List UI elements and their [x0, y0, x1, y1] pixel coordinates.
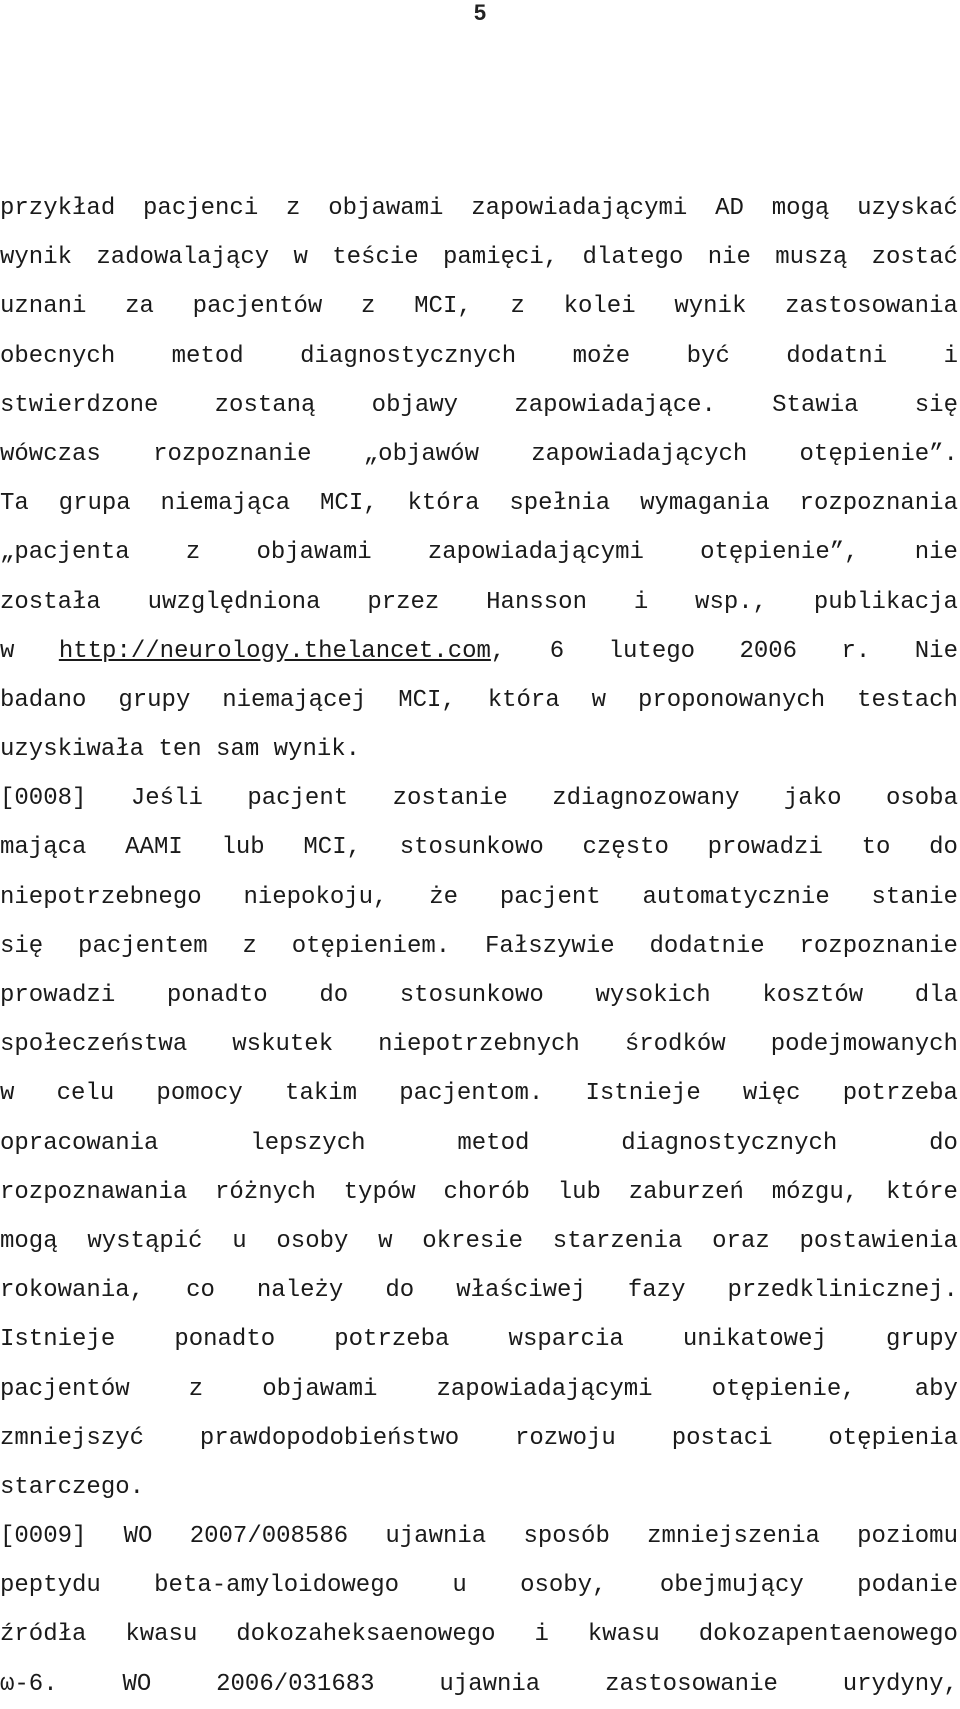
word: ω-6.	[0, 1670, 58, 1698]
word: się	[0, 932, 44, 960]
text-line	[0, 528, 958, 577]
word: zmniejszyć	[0, 1424, 145, 1452]
word: poziomu	[857, 1523, 958, 1551]
word: że	[429, 883, 459, 911]
word: niepokoju,	[243, 883, 388, 911]
word: sam	[216, 736, 274, 764]
word: pacjentem	[78, 932, 208, 960]
text-line	[0, 823, 958, 872]
word: 6	[549, 637, 565, 665]
word: mająca	[0, 834, 87, 862]
word: należy	[256, 1277, 344, 1305]
word: dokozaheksaenowego	[236, 1621, 496, 1649]
word: w	[0, 637, 15, 665]
word: pamięci,	[442, 244, 559, 272]
word: i	[633, 588, 649, 616]
word: kosztów	[762, 982, 864, 1009]
word: r.	[841, 637, 871, 665]
word: więc	[742, 1080, 801, 1108]
word: w	[378, 1227, 393, 1255]
word: nie	[914, 539, 958, 567]
word: starczego.	[0, 1473, 145, 1501]
word: pacjent	[499, 883, 601, 911]
word: kolei	[563, 293, 636, 321]
text-line	[0, 1217, 958, 1266]
word: otępienie”.	[799, 440, 958, 468]
word: w	[591, 686, 607, 714]
word: publikacja	[813, 588, 958, 616]
word: wynik	[0, 244, 73, 272]
word: fazy	[627, 1277, 686, 1305]
word: grupa	[58, 490, 131, 518]
word: z	[510, 293, 525, 321]
word: AAMI	[125, 834, 183, 862]
word: wsparcia	[508, 1326, 624, 1354]
word: zastosowania	[785, 293, 958, 321]
word: które	[885, 1178, 958, 1206]
word: objawami	[328, 195, 444, 222]
word: metod	[171, 342, 244, 370]
word: zastosowanie	[605, 1670, 778, 1698]
word: kwasu	[125, 1621, 198, 1649]
word: zostać	[871, 244, 958, 272]
word: grupy	[885, 1326, 958, 1354]
text-line	[0, 233, 958, 282]
word: się	[914, 391, 958, 419]
word: otępienie,	[711, 1375, 856, 1403]
text-line	[0, 1463, 960, 1512]
word: rozpoznawania	[0, 1178, 188, 1206]
word: muszą	[775, 244, 848, 272]
word: stwierdzone	[0, 391, 159, 419]
word: prowadzi	[707, 834, 823, 862]
word: [0008]	[0, 785, 87, 813]
word: podejmowanych	[770, 1031, 958, 1059]
word: Ta	[0, 490, 29, 518]
text-line	[0, 578, 958, 627]
word: mózgu,	[771, 1178, 859, 1206]
word: „objawów	[363, 440, 479, 468]
word: zapowiadające.	[514, 391, 716, 419]
word: beta-amyloidowego	[154, 1572, 399, 1600]
word: wynik	[674, 293, 747, 321]
word: ujawnia	[439, 1670, 541, 1698]
word: wymagania	[640, 490, 770, 518]
word: zadowalający	[96, 244, 270, 272]
word: zapowiadających	[531, 440, 748, 468]
word: do	[385, 1277, 415, 1305]
word: środków	[624, 1031, 726, 1059]
text-line	[0, 1020, 958, 1069]
word: 2006/031683	[216, 1670, 375, 1698]
word: wówczas	[0, 440, 101, 468]
word: przedklinicznej.	[727, 1277, 958, 1305]
word: Stawia	[772, 391, 859, 419]
word: pacjentów	[192, 293, 323, 321]
word: stanie	[871, 883, 958, 911]
word: wynik.	[273, 736, 361, 764]
word: sposób	[523, 1523, 610, 1551]
word: Istnieje	[585, 1080, 701, 1108]
word: za	[125, 293, 154, 321]
text-line	[0, 627, 958, 676]
word: testach	[857, 686, 958, 714]
text-line	[0, 282, 958, 331]
word: starzenia	[552, 1227, 683, 1255]
word: MCI,	[303, 834, 362, 862]
word: kwasu	[587, 1621, 660, 1649]
word: spełnia	[509, 490, 611, 518]
text-line	[0, 332, 958, 381]
word: mogą	[0, 1227, 58, 1255]
word: zmniejszenia	[647, 1523, 820, 1551]
word: wysokich	[595, 982, 711, 1009]
word: obejmujący	[659, 1572, 804, 1600]
word: Jeśli	[130, 785, 203, 813]
word: nie	[707, 244, 751, 272]
word: i	[943, 342, 958, 370]
word: potrzeba	[842, 1080, 958, 1108]
word: zaburzeń	[628, 1178, 744, 1206]
word: w	[0, 1080, 15, 1108]
word: Fałszywie	[485, 932, 615, 960]
word: dla	[914, 982, 958, 1009]
word: do	[929, 1129, 958, 1157]
word: różnych	[215, 1178, 316, 1206]
word: diagnostycznych	[621, 1129, 838, 1157]
word: 2006	[739, 637, 798, 665]
text-line	[0, 971, 958, 1020]
word: stosunkowo	[399, 982, 544, 1009]
word: społeczeństwa	[0, 1031, 188, 1059]
word: prawdopodobieństwo	[199, 1424, 460, 1452]
word: u	[232, 1227, 247, 1255]
word: ponadto	[174, 1326, 276, 1354]
word: [0009]	[0, 1523, 87, 1551]
word: wystąpić	[87, 1227, 203, 1255]
word: unikatowej	[682, 1326, 827, 1354]
word: osoba	[885, 785, 958, 813]
word: dodatnie	[649, 932, 765, 960]
word: MCI,	[414, 293, 472, 321]
word: metod	[457, 1129, 530, 1157]
word: zostanie	[392, 785, 508, 813]
word: obecnych	[0, 342, 116, 370]
word: otępienie”,	[700, 539, 859, 567]
text-line	[0, 1168, 958, 1217]
word: wskutek	[232, 1031, 334, 1059]
word: która	[407, 490, 480, 518]
document-body	[0, 184, 960, 1709]
word: typów	[343, 1178, 416, 1206]
text-line	[0, 1610, 958, 1659]
neurology-link[interactable]: http://neurology.thelancet.com	[58, 637, 491, 665]
page-number: 5	[473, 0, 487, 25]
word: teście	[332, 244, 419, 272]
text-line	[0, 725, 960, 774]
word: otępieniem.	[291, 932, 451, 960]
text-line	[0, 479, 958, 528]
text-line	[0, 774, 958, 823]
word: ujawnia	[385, 1523, 487, 1551]
text-line	[0, 430, 958, 479]
word: z	[185, 539, 201, 567]
word: celu	[56, 1080, 115, 1108]
word: postawienia	[799, 1227, 958, 1255]
word: która	[487, 686, 560, 714]
word: do	[319, 982, 349, 1009]
word: rozpoznanie	[799, 932, 958, 960]
word: MCI,	[320, 490, 378, 518]
word: otępienia	[828, 1424, 958, 1452]
text-line	[0, 1266, 958, 1315]
word: Istnieje	[0, 1326, 116, 1354]
word: pacjentom.	[399, 1080, 544, 1108]
word: uwzględniona	[147, 588, 321, 616]
word: osoby,	[520, 1572, 607, 1600]
word: zapowiadającymi	[436, 1375, 653, 1403]
word: zapowiadającymi	[427, 539, 644, 567]
word: lepszych	[250, 1129, 366, 1157]
text-line	[0, 184, 958, 233]
word: peptydu	[0, 1572, 101, 1600]
word: rozpoznanie	[153, 440, 312, 468]
word: źródła	[0, 1621, 87, 1649]
word: rozpoznania	[799, 490, 958, 518]
word: przez	[367, 588, 440, 616]
text-line	[0, 1512, 958, 1561]
word: niemająca	[160, 490, 291, 518]
word: z	[286, 195, 301, 222]
text-line	[0, 381, 958, 430]
word: objawami	[256, 539, 372, 567]
word: potrzeba	[334, 1326, 450, 1354]
word: co	[186, 1277, 215, 1305]
word: ten	[158, 736, 217, 764]
word: okresie	[422, 1227, 524, 1255]
word: diagnostycznych	[300, 342, 517, 370]
text-line	[0, 1119, 958, 1168]
word: lub	[221, 834, 265, 862]
text-line	[0, 1561, 958, 1610]
word: „pacjenta	[0, 539, 130, 567]
word: AD	[715, 195, 744, 222]
word: http://neurology.thelancet.com,	[58, 637, 506, 665]
word: zdiagnozowany	[552, 785, 740, 813]
word: grupy	[118, 686, 191, 714]
word: podanie	[857, 1572, 958, 1600]
word: wsp.,	[695, 588, 768, 616]
text-line	[0, 1660, 958, 1709]
word: oraz	[712, 1227, 770, 1255]
text-line	[0, 1069, 958, 1118]
word: objawy	[371, 391, 459, 419]
word: stosunkowo	[399, 834, 544, 862]
word: zapowiadającymi	[471, 195, 688, 222]
text-line	[0, 1315, 958, 1364]
word: pacjenci	[143, 195, 259, 222]
word: lub	[557, 1178, 601, 1206]
word: Hansson	[486, 588, 587, 616]
word: przykład	[0, 195, 116, 222]
word: jako	[783, 785, 842, 813]
text-line	[0, 1414, 958, 1463]
word: mogą	[771, 195, 830, 222]
word: WO	[123, 1523, 153, 1551]
word: zostaną	[214, 391, 316, 419]
word: aby	[914, 1375, 958, 1403]
word: dodatni	[786, 342, 888, 370]
word: takim	[285, 1080, 358, 1108]
word: u	[452, 1572, 467, 1600]
word: MCI,	[398, 686, 456, 714]
word: automatycznie	[642, 883, 830, 911]
word: prowadzi	[0, 982, 116, 1009]
word: została	[0, 588, 101, 616]
word: właściwej	[456, 1277, 586, 1305]
word: niepotrzebnego	[0, 883, 202, 911]
word: rozwoju	[515, 1424, 616, 1452]
word: uzyskiwała	[0, 736, 159, 764]
word: rokowania,	[0, 1277, 145, 1305]
word: może	[572, 342, 631, 370]
word: lutego	[608, 637, 696, 665]
word: postaci	[671, 1424, 773, 1452]
word: WO	[122, 1670, 152, 1698]
word: niemającej	[222, 686, 367, 714]
word: pacjent	[247, 785, 349, 813]
word: pacjentów	[0, 1375, 130, 1403]
word: opracowania	[0, 1129, 159, 1157]
word: z	[361, 293, 376, 321]
word: osoby	[276, 1227, 349, 1255]
word: do	[929, 834, 958, 862]
word: dlatego	[582, 244, 684, 272]
word: badano	[0, 686, 87, 714]
text-line	[0, 873, 958, 922]
word: dokozapentaenowego	[698, 1621, 958, 1649]
word: uzyskać	[857, 195, 958, 222]
word: z	[242, 932, 257, 960]
word: chorób	[443, 1178, 530, 1206]
word: objawami	[262, 1375, 378, 1403]
word: uznani	[0, 293, 87, 321]
word: proponowanych	[637, 686, 826, 714]
text-line	[0, 1365, 958, 1414]
text-line	[0, 676, 958, 725]
text-line	[0, 922, 958, 971]
word: to	[861, 834, 891, 862]
word: z	[188, 1375, 204, 1403]
word: w	[293, 244, 308, 272]
word: niepotrzebnych	[378, 1031, 580, 1059]
word: 2007/008586	[189, 1523, 349, 1551]
word: Nie	[914, 637, 958, 665]
word: często	[582, 834, 669, 862]
word: pomocy	[156, 1080, 243, 1108]
word: być	[686, 342, 730, 370]
word: i	[534, 1621, 549, 1649]
word: ponadto	[166, 982, 268, 1009]
word: urydyny,	[842, 1670, 958, 1698]
